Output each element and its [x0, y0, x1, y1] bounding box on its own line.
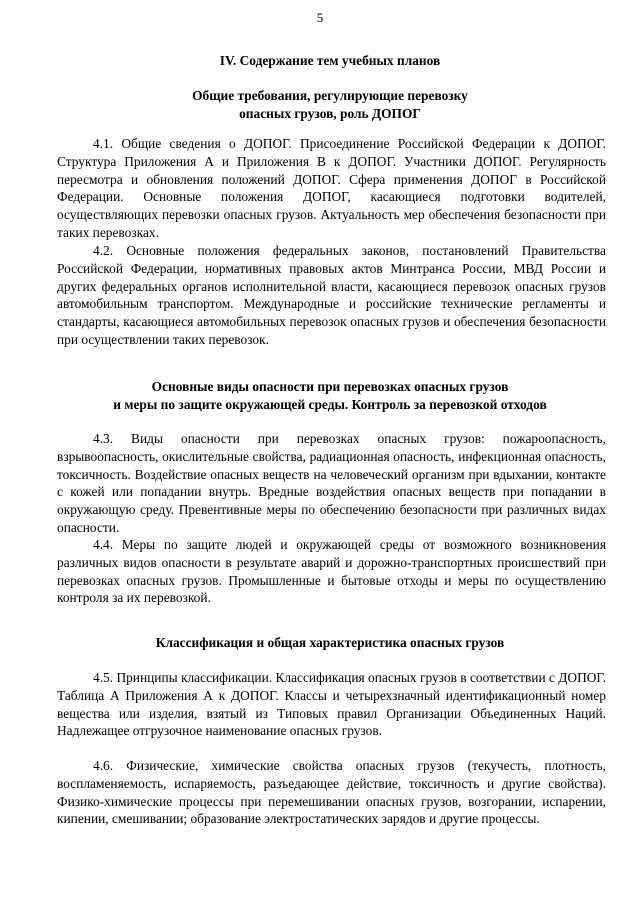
paragraph-4-1: 4.1. Общие сведения о ДОПОГ. Присоединение Российской Федерации к ДОПОГ. Структура Приложения А и Приложения В к ДОПОГ. Участники ДОПОГ. Регулярность пересмотра и обновления положений ДОПОГ. Сфера применения ДОПОГ в Российской Федерации. Основные положения ДОПОГ, касающиеся подготовки водителей, осуществляющих перевозки опасных грузов. Актуальность мер обеспечения безопасности при таких перевозках. [57, 136, 606, 240]
section-title: IV. Содержание тем учебных планов [219, 53, 441, 68]
paragraph-4-4: 4.4. Меры по защите людей и окружающей среды от возможного возникновения различных видов опасности в результате аварий и дорожно-транспортных происшествий при перевозках опасных грузов. Промышленные и бытовые отходы и меры по осуществлению контроля за их перевозкой. [57, 537, 606, 606]
paragraph-4-6: 4.6. Физические, химические свойства опасных грузов (текучесть, плотность, воспламеняемость, испаряемость, разъедающее действие, токсичность и другие свойства). Физико-химические процессы при перемешивании опасных грузов, возгорании, испарении, кипении, смешивании; образование электростатических зарядов и другие процессы. [57, 758, 606, 827]
subsection-title-line: опасных грузов, роль ДОПОГ [239, 106, 421, 121]
subsection-title-line: Основные виды опасности при перевозках опасных грузов [151, 379, 509, 394]
paragraph-4-5: 4.5. Принципы классификации. Классификация опасных грузов в соответствии с ДОПОГ. Таблица А Приложения А к ДОПОГ. Классы и четырехзначный идентификационный номер вещества или изделия, взятый из Типовых правил Организации Объединенных Наций. Надлежащее отгрузочное наименование опасных грузов. [57, 670, 606, 739]
subsection-title [40, 378, 620, 414]
subsection-title-line: и меры по защите окружающей среды. Контроль за перевозкой отходов [113, 397, 547, 412]
subsection-title [40, 634, 620, 652]
subsection-title-line: Общие требования, регулирующие перевозку [192, 88, 468, 103]
paragraph-4-2: 4.2. Основные положения федеральных законов, постановлений Правительства Российской Федерации, нормативных правовых актов Минтранса России, МВД России и других федеральных органов исполнительной власти, касающиеся перевозок опасных грузов автомобильным транспортом. Международные и российские технические регламенты и стандарты, касающиеся автомобильных перевозок опасных грузов и обеспечения безопасности при осуществлении таких перевозок. [57, 243, 606, 347]
page-number: 5 [316, 10, 324, 25]
subsection-title-line: Классификация и общая характеристика опасных грузов [155, 635, 505, 650]
paragraph-4-3: 4.3. Виды опасности при перевозках опасных грузов: пожароопасность, взрывоопасность, окислительные свойства, радиационная опасность, инфекционная опасность, токсичность. Воздействие опасных веществ на человеческий организм при вдыхании, контакте с кожей или попадании внутрь. Вредные воздействия опасных веществ при попадании в окружающую среду. Превентивные меры по обеспечению безопасности при различных видах опасности. [57, 431, 606, 535]
subsection-title [40, 87, 620, 123]
